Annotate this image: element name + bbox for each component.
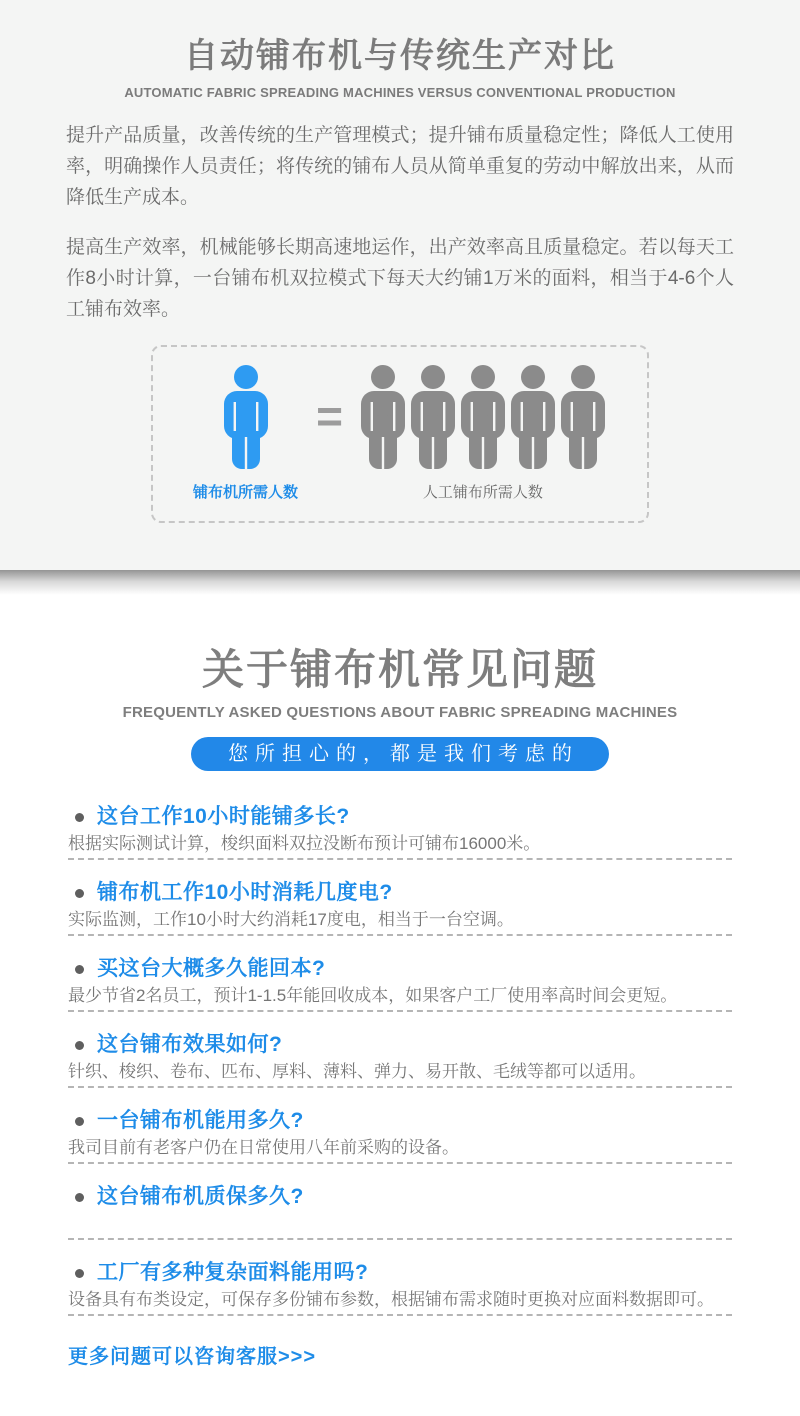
more-questions-link[interactable]: 更多问题可以咨询客服>>> xyxy=(68,1346,317,1368)
comparison-box xyxy=(151,345,649,523)
faq-question xyxy=(68,1260,732,1286)
bullet-dot-icon xyxy=(75,965,84,974)
section-divider-shadow xyxy=(0,570,800,596)
faq-section xyxy=(0,596,800,1369)
person-icon xyxy=(359,365,407,469)
bullet-dot-icon xyxy=(75,1193,84,1202)
comparison-title: 自动铺布机与传统生产对比 xyxy=(184,37,616,75)
faq-banner-pill: 您所担心的，都是我们考虑的 xyxy=(191,737,609,771)
faq-subtitle: FREQUENTLY ASKED QUESTIONS ABOUT FABRIC SPREADING MACHINES xyxy=(122,704,678,721)
faq-item xyxy=(68,784,732,860)
machine-column xyxy=(193,365,298,501)
faq-question-text: 这台铺布效果如何? xyxy=(97,1033,283,1056)
faq-question-text: 这台铺布机质保多久? xyxy=(97,1185,304,1208)
faq-answer: 实际监测，工作10小时大约消耗17度电，相当于一台空调。 xyxy=(68,910,514,929)
comparison-row xyxy=(153,365,647,501)
machine-person-slot xyxy=(222,365,270,469)
comparison-subtitle: AUTOMATIC FABRIC SPREADING MACHINES VERSUS CONVENTIONAL PRODUCTION xyxy=(124,85,676,100)
faq-answer: 我司目前有老客户仍在日常使用八年前采购的设备。 xyxy=(68,1138,459,1157)
faq-title: 关于铺布机常见问题 xyxy=(201,646,598,693)
faq-question xyxy=(68,1108,732,1134)
faq-answer: 根据实际测试计算，梭织面料双拉没断布预计可铺布16000米。 xyxy=(68,834,541,853)
bullet-dot-icon xyxy=(75,1269,84,1278)
faq-question xyxy=(68,880,732,906)
manual-column xyxy=(359,365,607,501)
faq-question-text: 工厂有多种复杂面料能用吗? xyxy=(97,1261,369,1284)
bullet-dot-icon xyxy=(75,889,84,898)
equals-sign: = xyxy=(316,390,343,442)
faq-item xyxy=(68,1088,732,1164)
faq-question-text: 铺布机工作10小时消耗几度电? xyxy=(97,881,393,904)
manual-label: 人工铺布所需人数 xyxy=(422,484,543,501)
faq-question-text: 这台工作10小时能铺多长? xyxy=(97,805,350,828)
faq-question xyxy=(68,1032,732,1058)
person-icon xyxy=(222,365,270,469)
faq-item xyxy=(68,860,732,936)
person-icon xyxy=(459,365,507,469)
person-icon xyxy=(409,365,457,469)
intro-paragraph-1: 提升产品质量，改善传统的生产管理模式；提升铺布质量稳定性；降低人工使用率，明确操作人员责任；将传统的铺布人员从简单重复的劳动中解放出来，从而降低生产成本。 xyxy=(66,125,734,208)
faq-question xyxy=(68,1184,732,1210)
person-icon xyxy=(509,365,557,469)
faq-answer: 针织、梭织、卷布、匹布、厚料、薄料、弹力、易开散、毛绒等都可以适用。 xyxy=(68,1062,646,1081)
faq-question-text: 一台铺布机能用多久? xyxy=(97,1109,304,1132)
faq-question xyxy=(68,804,732,830)
faq-answer xyxy=(68,1212,732,1236)
faq-list xyxy=(68,784,732,1316)
faq-question xyxy=(68,956,732,982)
faq-item xyxy=(68,936,732,1012)
faq-answer: 设备具有布类设定，可保存多份铺布参数，根据铺布需求随时更换对应面料数据即可。 xyxy=(68,1290,714,1309)
faq-item xyxy=(68,1164,732,1240)
bullet-dot-icon xyxy=(75,1117,84,1126)
intro-paragraph-2: 提高生产效率，机械能够长期高速地运作，出产效率高且质量稳定。若以每天工作8小时计算，一台铺布机双拉模式下每天大约铺1万米的面料，相当于4-6个人工铺布效率。 xyxy=(66,237,734,320)
faq-answer: 最少节省2名员工，预计1-1.5年能回收成本，如果客户工厂使用率高时间会更短。 xyxy=(68,986,678,1005)
bullet-dot-icon xyxy=(75,813,84,822)
bullet-dot-icon xyxy=(75,1041,84,1050)
faq-question-text: 买这台大概多久能回本? xyxy=(97,957,326,980)
person-icon xyxy=(559,365,607,469)
manual-person-group xyxy=(359,365,607,469)
comparison-section xyxy=(0,0,800,570)
faq-item xyxy=(68,1012,732,1088)
faq-item xyxy=(68,1240,732,1316)
machine-label: 铺布机所需人数 xyxy=(193,484,299,501)
